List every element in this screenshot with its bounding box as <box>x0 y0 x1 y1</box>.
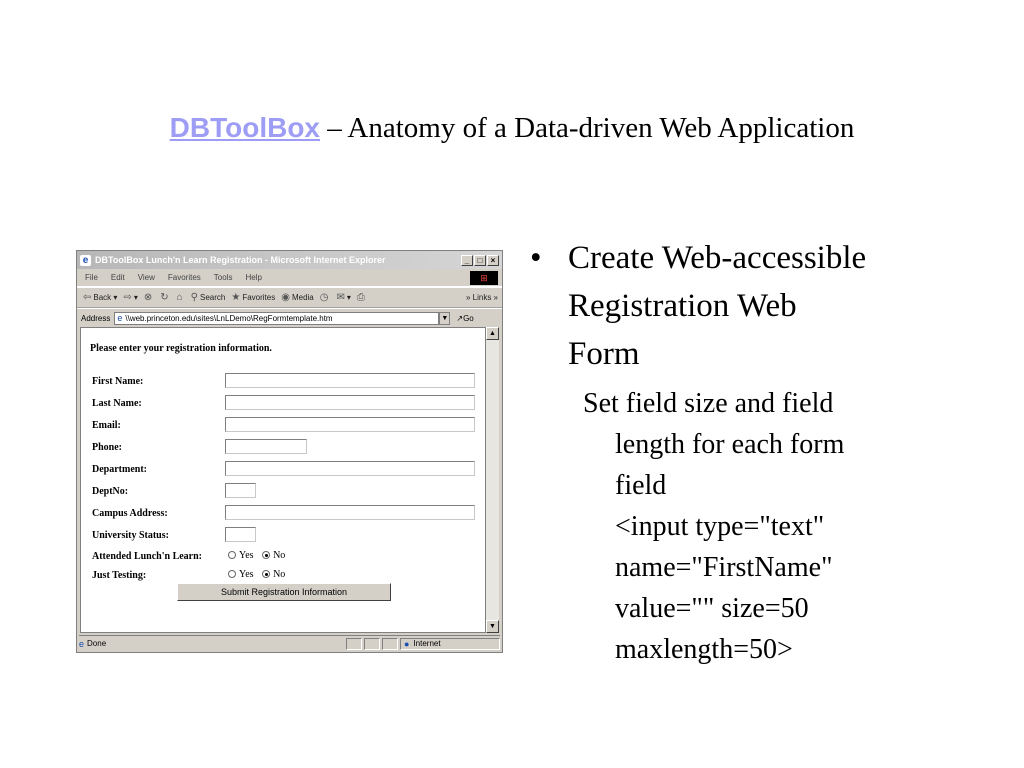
email-row <box>92 417 482 435</box>
deptno-field[interactable] <box>225 483 256 498</box>
university-status-field[interactable] <box>225 527 256 542</box>
scroll-down-icon[interactable]: ▼ <box>486 620 499 633</box>
page-done-icon: e <box>79 638 85 649</box>
minimize-icon[interactable]: _ <box>461 255 473 266</box>
favorites-label: Favorites <box>242 293 276 302</box>
menu-view[interactable]: View <box>137 273 155 282</box>
bullet-sub-line: length for each form <box>615 429 845 460</box>
page-icon: e <box>117 313 123 323</box>
attended-row <box>92 548 482 566</box>
media-icon: ◉ <box>281 292 290 303</box>
first-name-field[interactable] <box>225 373 475 388</box>
status-done-text: Done <box>87 639 107 648</box>
testing-radio-group <box>228 569 291 580</box>
favorites-button[interactable] <box>231 292 275 303</box>
slide-title-rest: – Anatomy of a Data-driven Web Application <box>320 112 855 144</box>
vertical-scrollbar[interactable] <box>486 327 499 633</box>
testing-yes-radio[interactable] <box>228 570 236 578</box>
bullet-sub <box>583 383 1000 670</box>
testing-no-radio[interactable] <box>262 570 270 578</box>
first-name-label: First Name: <box>92 376 144 387</box>
home-icon: ⌂ <box>176 292 183 303</box>
toolbar <box>77 287 502 308</box>
scroll-up-icon[interactable]: ▲ <box>486 327 499 340</box>
back-label: Back <box>93 293 112 302</box>
media-button[interactable] <box>281 292 314 303</box>
refresh-icon: ↻ <box>160 292 169 303</box>
address-label: Address <box>81 313 111 323</box>
search-label: Search <box>200 293 226 302</box>
windows-flag-icon: ⊞ <box>470 271 498 285</box>
forward-button[interactable]: ⇨ ▾ <box>123 292 138 303</box>
address-value: \\web.princeton.edu\sites\LnLDemo\RegFormtemplate.htm <box>125 313 333 323</box>
mail-icon: ✉ <box>336 292 345 303</box>
attended-yes-label: Yes <box>239 550 254 561</box>
links-button[interactable]: » Links » <box>465 293 498 302</box>
phone-row <box>92 439 482 457</box>
department-label: Department: <box>92 464 147 475</box>
testing-no-label: No <box>273 569 286 580</box>
media-label: Media <box>291 293 314 302</box>
attended-yes-radio[interactable] <box>228 551 236 559</box>
department-row <box>92 461 482 479</box>
campus-address-row <box>92 505 482 523</box>
bullet-sub-line: maxlength=50> <box>615 634 793 665</box>
deptno-row <box>92 483 482 501</box>
go-label: Go <box>463 313 474 323</box>
search-icon: ⚲ <box>190 292 198 303</box>
attended-no-radio[interactable] <box>262 551 270 559</box>
menu-favorites[interactable]: Favorites <box>167 273 201 282</box>
maximize-icon[interactable]: □ <box>474 255 486 266</box>
window-title: DBToolBox Lunch'n Learn Registration - Microsoft Internet Explorer <box>95 255 386 265</box>
bullet-sub-line: <input type="text" <box>615 511 825 542</box>
ie-icon: e <box>80 255 91 266</box>
bullet-sub-line: value="" size=50 <box>615 593 809 624</box>
menu-edit[interactable]: Edit <box>110 273 125 282</box>
address-dropdown-icon[interactable]: ▼ <box>439 312 450 325</box>
address-bar <box>77 308 502 327</box>
status-cell <box>382 638 398 650</box>
phone-label: Phone: <box>92 442 122 453</box>
last-name-field[interactable] <box>225 395 475 410</box>
menu-file[interactable]: File <box>85 273 98 282</box>
bullet-main-line: Form <box>568 336 640 372</box>
slide-title <box>0 112 1024 145</box>
bullet-sub-line: Set field size and field <box>583 388 834 419</box>
last-name-label: Last Name: <box>92 398 142 409</box>
status-bar <box>79 635 500 651</box>
testing-yes-label: Yes <box>239 569 254 580</box>
university-status-row <box>92 527 482 545</box>
menu-bar <box>77 269 502 287</box>
history-icon: ◷ <box>319 292 329 303</box>
testing-label: Just Testing: <box>92 570 147 581</box>
mail-button[interactable]: ✉ ▾ <box>336 292 351 303</box>
university-status-label: University Status: <box>92 530 169 541</box>
globe-icon: ● <box>404 638 410 649</box>
submit-button[interactable]: Submit Registration Information <box>177 583 391 601</box>
status-cell <box>364 638 380 650</box>
stop-icon: ⊗ <box>143 292 153 303</box>
menu-tools[interactable]: Tools <box>213 273 233 282</box>
print-button[interactable] <box>357 292 367 303</box>
links-label: Links <box>472 293 492 302</box>
deptno-label: DeptNo: <box>92 486 129 497</box>
bullet-main-line: Create Web-accessible <box>568 240 867 276</box>
menu-help[interactable]: Help <box>245 273 262 282</box>
search-button[interactable] <box>191 292 226 303</box>
bullet-sub-line: field <box>615 470 667 501</box>
security-zone <box>400 638 500 650</box>
close-icon[interactable]: × <box>487 255 499 266</box>
last-name-row <box>92 395 482 413</box>
status-done <box>79 639 344 649</box>
address-input[interactable] <box>114 312 439 325</box>
stop-button[interactable] <box>144 292 154 303</box>
print-icon: ⎙ <box>356 292 365 303</box>
email-field[interactable] <box>225 417 475 432</box>
page-content <box>80 327 486 633</box>
form-prompt: Please enter your registration information. <box>90 343 272 354</box>
window-titlebar <box>77 251 502 269</box>
attended-label: Attended Lunch'n Learn: <box>92 551 203 562</box>
first-name-row <box>92 373 482 391</box>
back-button[interactable]: ⇦ Back ▾ <box>83 292 118 303</box>
bullet-main-line: Registration Web <box>568 288 797 324</box>
phone-field[interactable] <box>225 439 307 454</box>
attended-no-label: No <box>273 550 286 561</box>
bullet-sub-line: name="FirstName" <box>615 552 833 583</box>
status-cell <box>346 638 362 650</box>
department-field[interactable] <box>225 461 475 476</box>
dbtoolbox-link[interactable]: DBToolBox <box>169 112 321 143</box>
go-button[interactable]: ↗Go <box>456 313 474 323</box>
home-button[interactable] <box>177 292 185 303</box>
attended-radio-group <box>228 550 291 561</box>
bullet-main <box>530 234 1000 378</box>
forward-arrow-icon: ⇨ <box>123 292 132 303</box>
history-button[interactable] <box>320 292 331 303</box>
campus-address-label: Campus Address: <box>92 508 168 519</box>
bullet-list <box>530 234 1000 670</box>
email-label: Email: <box>92 420 121 431</box>
security-zone-label: Internet <box>413 639 441 648</box>
favorites-icon: ★ <box>231 292 241 303</box>
bullet-dot: • <box>530 240 542 276</box>
browser-screenshot <box>76 250 503 653</box>
back-arrow-icon: ⇦ <box>83 292 92 303</box>
refresh-button[interactable] <box>160 292 170 303</box>
campus-address-field[interactable] <box>225 505 475 520</box>
